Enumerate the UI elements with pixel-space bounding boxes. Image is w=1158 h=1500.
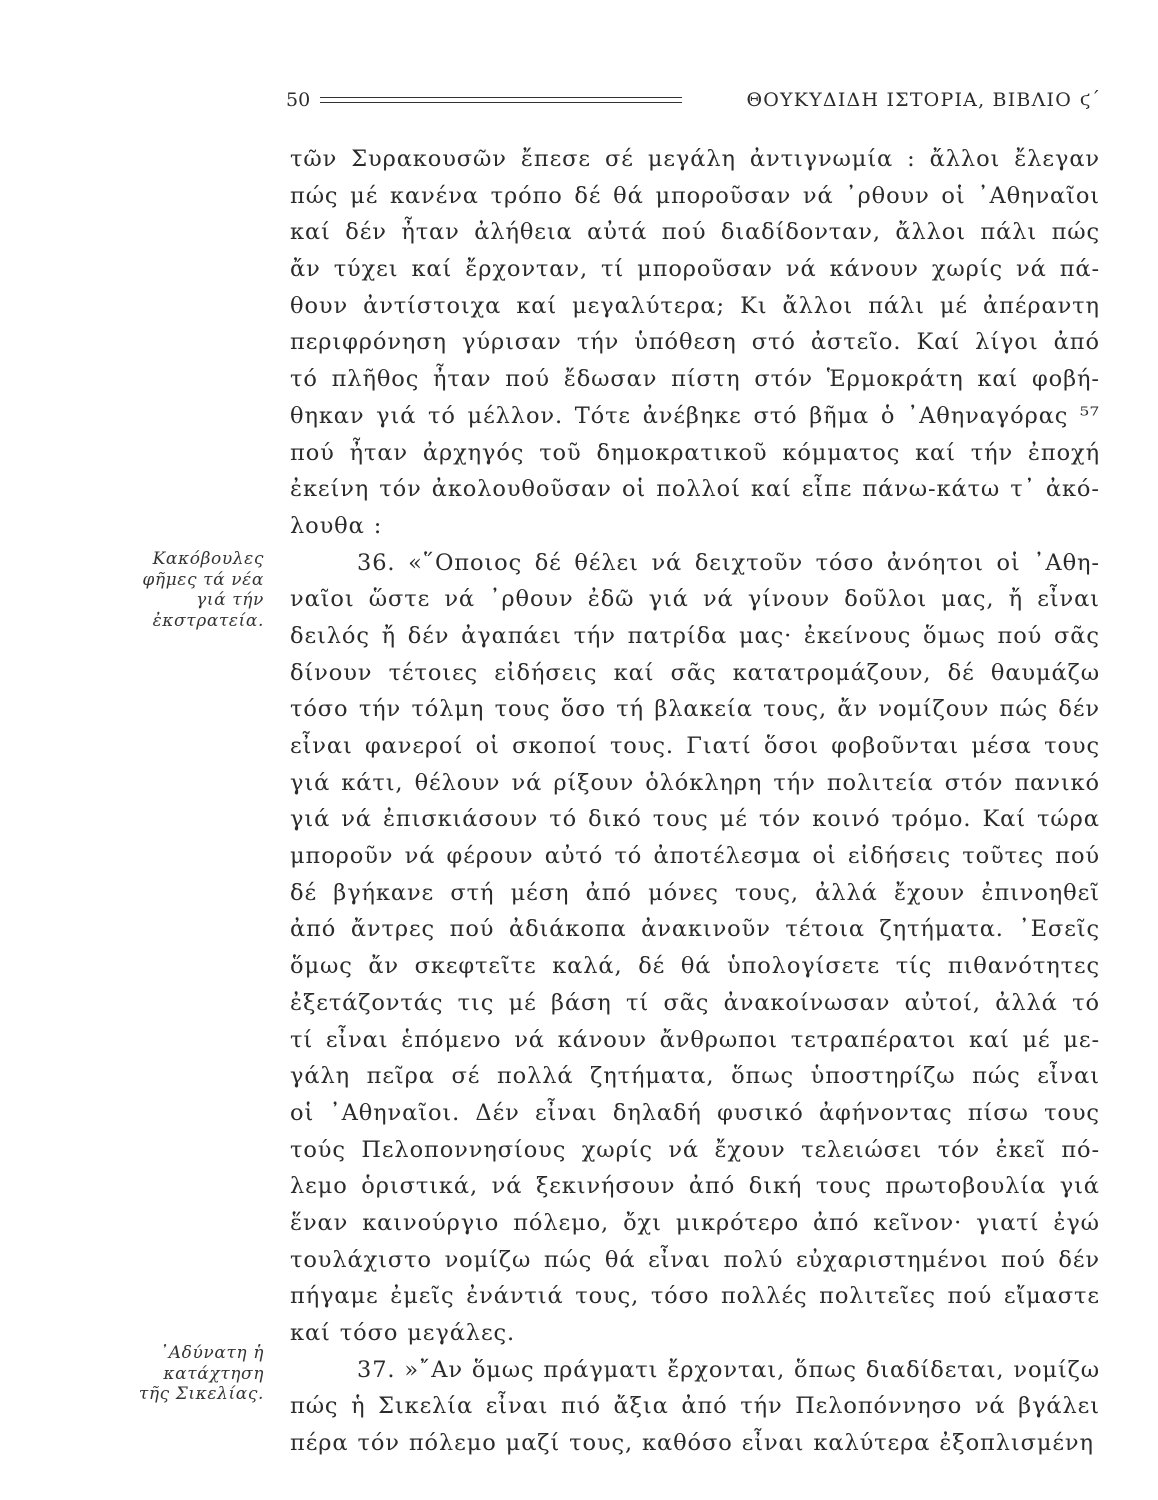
text-line: περιφρόνηση γύρισαν τήν ὑπόθεση στό ἀστεῖο. Καί λίγοι ἀπό — [290, 329, 1100, 356]
text-line: καί δέν ἦταν ἀλήθεια αὐτά πού διαδίδονταν, ἄλλοι πάλι πώς — [290, 219, 1100, 246]
text-line: τουλάχιστο νομίζω πώς θά εἶναι πολύ εὐχαριστημένοι πού δέν — [290, 1246, 1100, 1273]
margin-note-rumors — [64, 549, 264, 631]
text-line: τούς Πελοποννησίους χωρίς νά ἔχουν τελειώσει τόν ἐκεῖ πό- — [290, 1136, 1100, 1163]
running-header — [286, 86, 1100, 114]
running-title: ΘΟΥΚΥΔΙΔΗ ΙΣΤΟΡΙΑ, ΒΙΒΛΙΟ — [746, 89, 1072, 111]
text-line: ἐξετάζοντάς τις μέ βάση τί σᾶς ἀνακοίνωσαν αὐτοί, ἀλλά τό — [290, 989, 1100, 1016]
page-number: 50 — [286, 89, 311, 111]
text-line: πέρα τόν πόλεμο μαζί τους, καθόσο εἶναι καλύτερα ἐξοπλισμένη — [290, 1430, 1094, 1457]
text-line: πώς μέ κανένα τρόπο δέ θά μποροῦσαν νά ᾿ρθουν οἱ ᾿Αθηναῖοι — [290, 182, 1100, 209]
body-text — [290, 141, 1100, 1462]
text-line: θηκαν γιά τό μέλλον. Τότε ἀνέβηκε στό βῆμα ὁ ᾿Αθηναγόρας ⁵⁷ — [290, 402, 1100, 429]
text-line: τόσο τήν τόλμη τους ὅσο τή βλακεία τους, ἄν νομίζουν πώς δέν — [290, 696, 1100, 723]
text-line: καί τόσο μεγάλες. — [290, 1320, 516, 1346]
margin-note-line: κατάχτηση — [163, 1363, 264, 1384]
text-line: μποροῦν νά φέρουν αὐτό τό ἀποτέλεσμα οἱ εἰδήσεις τοῦτες πού — [290, 843, 1100, 870]
text-line: ναῖοι ὥστε νά ᾿ρθουν ἐδῶ γιά νά γίνουν δοῦλοι μας, ἤ εἶναι — [290, 586, 1100, 613]
text-line: δίνουν τέτοιες εἰδήσεις καί σᾶς κατατρομάζουν, δέ θαυμάζω — [290, 659, 1100, 686]
margin-note-line: γιά τήν — [196, 590, 264, 610]
margin-note-line: ᾿Αδύνατη ἡ — [159, 1343, 264, 1363]
text-line: 37. »῎Αν ὅμως πράγματι ἔρχονται, ὅπως διαδίδεται, νομίζω — [357, 1356, 1100, 1383]
text-line: γάλη πεῖρα σέ πολλά ζητήματα, ὅπως ὑποστηρίζω πώς εἶναι — [290, 1063, 1100, 1090]
text-line: γιά νά ἐπισκιάσουν τό δικό τους μέ τόν κοινό τρόμο. Καί τώρα — [290, 806, 1100, 833]
text-line: λουθα : — [290, 512, 383, 539]
text-line: 36. «῞Οποιος δέ θέλει νά δειχτοῦν τόσο ἀνόητοι οἱ ᾿Αθη- — [357, 549, 1100, 576]
text-line: ἕναν καινούργιο πόλεμο, ὄχι μικρότερο ἀπό κεῖνον· γιατί ἐγώ — [290, 1209, 1100, 1236]
text-line: ἄν τύχει καί ἔρχονταν, τί μποροῦσαν νά κάνουν χωρίς νά πά- — [290, 256, 1100, 283]
text-line: εἶναι φανεροί οἱ σκοποί τους. Γιατί ὅσοι φοβοῦνται μέσα τους — [290, 733, 1100, 759]
margin-note-sicily — [64, 1343, 264, 1405]
text-line: δειλός ἤ δέν ἀγαπάει τήν πατρίδα μας· ἐκείνους ὅμως πού σᾶς — [290, 622, 1100, 649]
text-line: δέ βγήκανε στή μέση ἀπό μόνες τους, ἀλλά ἔχουν ἐπινοηθεῖ — [290, 879, 1100, 906]
text-line: τῶν Συρακουσῶν ἔπεσε σέ μεγάλη ἀντιγνωμία : ἄλλοι ἔλεγαν — [290, 146, 1100, 172]
header-double-rule — [320, 97, 682, 103]
text-line: οἱ ᾿Αθηναῖοι. Δέν εἶναι δηλαδή φυσικό ἀφήνοντας πίσω τους — [290, 1099, 1100, 1126]
running-title-book-number: ϛ΄ — [1079, 88, 1100, 110]
text-line: πού ἦταν ἀρχηγός τοῦ δημοκρατικοῦ κόμματος καί τήν ἐποχή — [290, 439, 1100, 466]
margin-note-line: ἐκστρατεία. — [152, 610, 264, 631]
margin-note-line: Κακόβουλες — [152, 549, 264, 569]
text-line: θουν ἀντίστοιχα καί μεγαλύτερα; Κι ἄλλοι πάλι μέ ἀπέραντη — [290, 292, 1100, 319]
text-line: πώς ἡ Σικελία εἶναι πιό ἄξια ἀπό τήν Πελοπόννησο νά βγάλει — [290, 1393, 1100, 1420]
margin-note-line: φῆμες τά νέα — [142, 569, 264, 590]
text-line: λεμο ὁριστικά, νά ξεκινήσουν ἀπό δική τους πρωτοβουλία γιά — [290, 1173, 1100, 1200]
text-line: γιά κάτι, θέλουν νά ρίξουν ὁλόκληρη τήν πολιτεία στόν πανικό — [290, 769, 1100, 796]
text-line: τί εἶναι ἑπόμενο νά κάνουν ἄνθρωποι τετραπέρατοι καί μέ με- — [290, 1026, 1100, 1053]
text-line: πήγαμε ἐμεῖς ἐνάντιά τους, τόσο πολλές πολιτεῖες πού εἴμαστε — [290, 1283, 1100, 1310]
margin-note-line: τῆς Σικελίας. — [138, 1384, 264, 1404]
text-line: τό πλῆθος ἦταν πού ἔδωσαν πίστη στόν Ἑρμοκράτη καί φοβή- — [290, 366, 1100, 393]
text-line: ὅμως ἄν σκεφτεῖτε καλά, δέ θά ὑπολογίσετε τίς πιθανότητες — [290, 953, 1100, 980]
text-line: ἐκείνη τόν ἀκολουθοῦσαν οἱ πολλοί καί εἶπε πάνω-κάτω τ᾿ ἀκό- — [290, 476, 1100, 503]
text-line: ἀπό ἄντρες πού ἀδιάκοπα ἀνακινοῦν τέτοια ζητήματα. ᾿Εσεῖς — [290, 916, 1100, 943]
